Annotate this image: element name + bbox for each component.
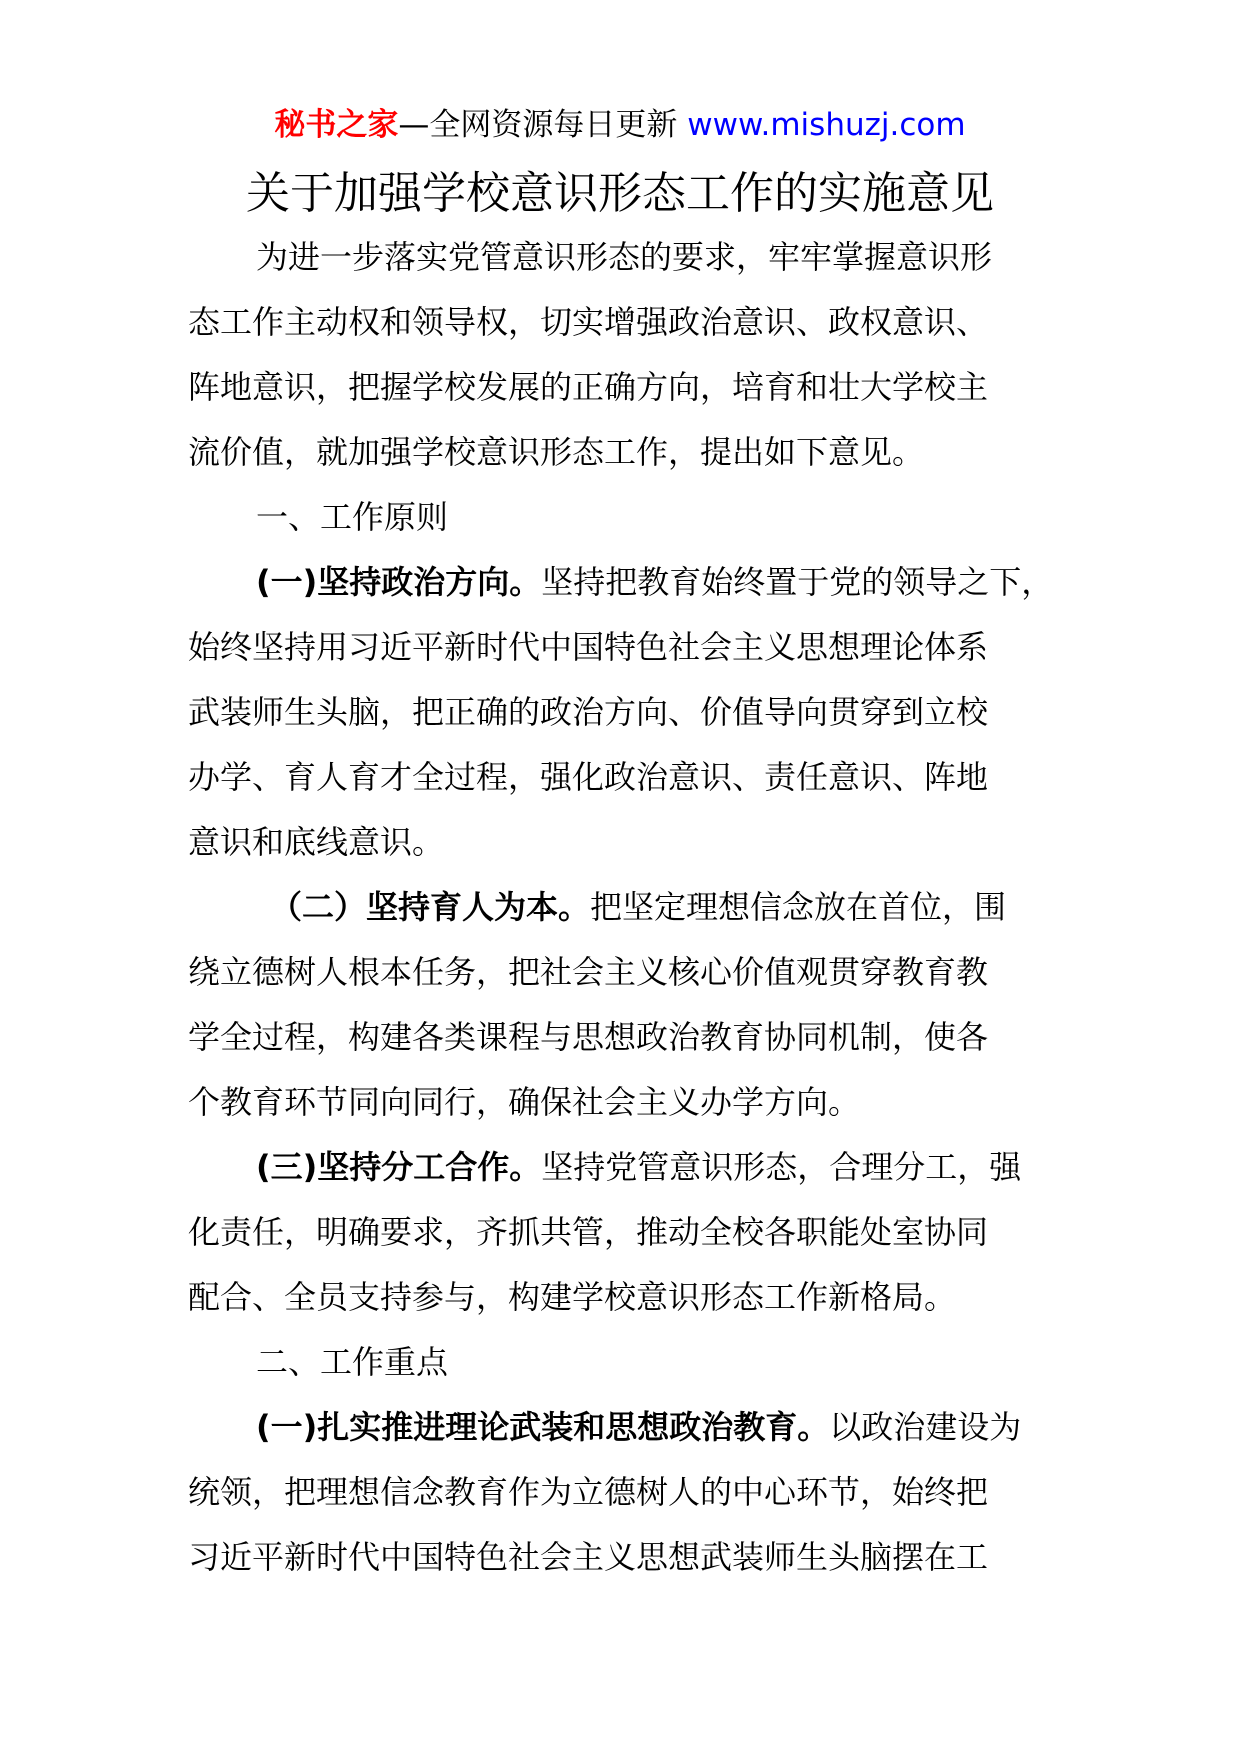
line-text: 阵地意识，把握学校发展的正确方向，培育和壮大学校主: [188, 368, 989, 406]
subsection-lead: (三)坚持分工合作。: [256, 1148, 542, 1186]
paragraph-line: [188, 225, 1088, 290]
paragraph-line: [188, 875, 1088, 940]
section-heading-text: 二、工作重点: [256, 1343, 449, 1381]
line-text: 武装师生头脑，把正确的政治方向、价值导向贯穿到立校: [188, 693, 989, 731]
header-tagline: —全网资源每日更新: [398, 107, 688, 143]
subsection-lead: (一)扎实推进理论武装和思想政治教育。: [256, 1408, 830, 1446]
line-text: 以政治建设为: [829, 1408, 1022, 1446]
line-text: 态工作主动权和领导权，切实增强政治意识、政权意识、: [188, 303, 989, 341]
line-text: 坚持党管意识形态，合理分工，强: [541, 1148, 1022, 1186]
line-text: 把坚定理想信念放在首位，围: [590, 888, 1007, 926]
paragraph-line: [188, 1395, 1088, 1460]
paragraph-line: [188, 1070, 1088, 1135]
section-heading: [188, 485, 1088, 550]
paragraph-line: [188, 680, 1088, 745]
paragraph-line: [188, 940, 1088, 1005]
section-heading-text: 一、工作原则: [256, 498, 449, 536]
document-body: [188, 225, 1088, 1590]
paragraph-line: [188, 1525, 1088, 1590]
paragraph-line: [188, 615, 1088, 680]
line-text: 意识和底线意识。: [188, 823, 445, 861]
section-heading: [188, 1330, 1088, 1395]
line-text: 统领，把理想信念教育作为立德树人的中心环节，始终把: [188, 1473, 989, 1511]
paragraph-line: [188, 550, 1088, 615]
paragraph-line: [188, 1460, 1088, 1525]
paragraph-line: [188, 1265, 1088, 1330]
paragraph-line: [188, 1200, 1088, 1265]
line-text: 配合、全员支持参与，构建学校意识形态工作新格局。: [188, 1278, 957, 1316]
line-text: 个教育环节同向同行，确保社会主义办学方向。: [188, 1083, 861, 1121]
paragraph-line: [188, 1005, 1088, 1070]
paragraph-line: [188, 420, 1088, 485]
line-text: 始终坚持用习近平新时代中国特色社会主义思想理论体系: [188, 628, 989, 666]
line-text: 化责任，明确要求，齐抓共管，推动全校各职能处室协同: [188, 1213, 989, 1251]
site-url-link[interactable]: www.mishuzj.com: [687, 107, 966, 143]
line-text: 为进一步落实党管意识形态的要求，牢牢掌握意识形: [256, 238, 993, 276]
site-header: [0, 100, 1240, 150]
paragraph-line: [188, 355, 1088, 420]
subsection-lead: （二）坚持育人为本。: [270, 888, 591, 926]
line-text: 办学、育人育才全过程，强化政治意识、责任意识、阵地: [188, 758, 989, 796]
paragraph-line: [188, 810, 1088, 875]
brand-name: 秘书之家: [274, 107, 399, 143]
line-text: 学全过程，构建各类课程与思想政治教育协同机制，使各: [188, 1018, 989, 1056]
line-text: 流价值，就加强学校意识形态工作，提出如下意见。: [188, 433, 925, 471]
subsection-lead: (一)坚持政治方向。: [256, 563, 542, 601]
paragraph-line: [188, 745, 1088, 810]
document-title: 关于加强学校意识形态工作的实施意见: [246, 168, 994, 219]
line-text: 绕立德树人根本任务，把社会主义核心价值观贯穿教育教: [188, 953, 989, 991]
paragraph-line: [188, 1135, 1088, 1200]
line-text: 坚持把教育始终置于党的领导之下，: [541, 563, 1054, 601]
paragraph-line: [188, 290, 1088, 355]
line-text: 习近平新时代中国特色社会主义思想武装师生头脑摆在工: [188, 1538, 989, 1576]
